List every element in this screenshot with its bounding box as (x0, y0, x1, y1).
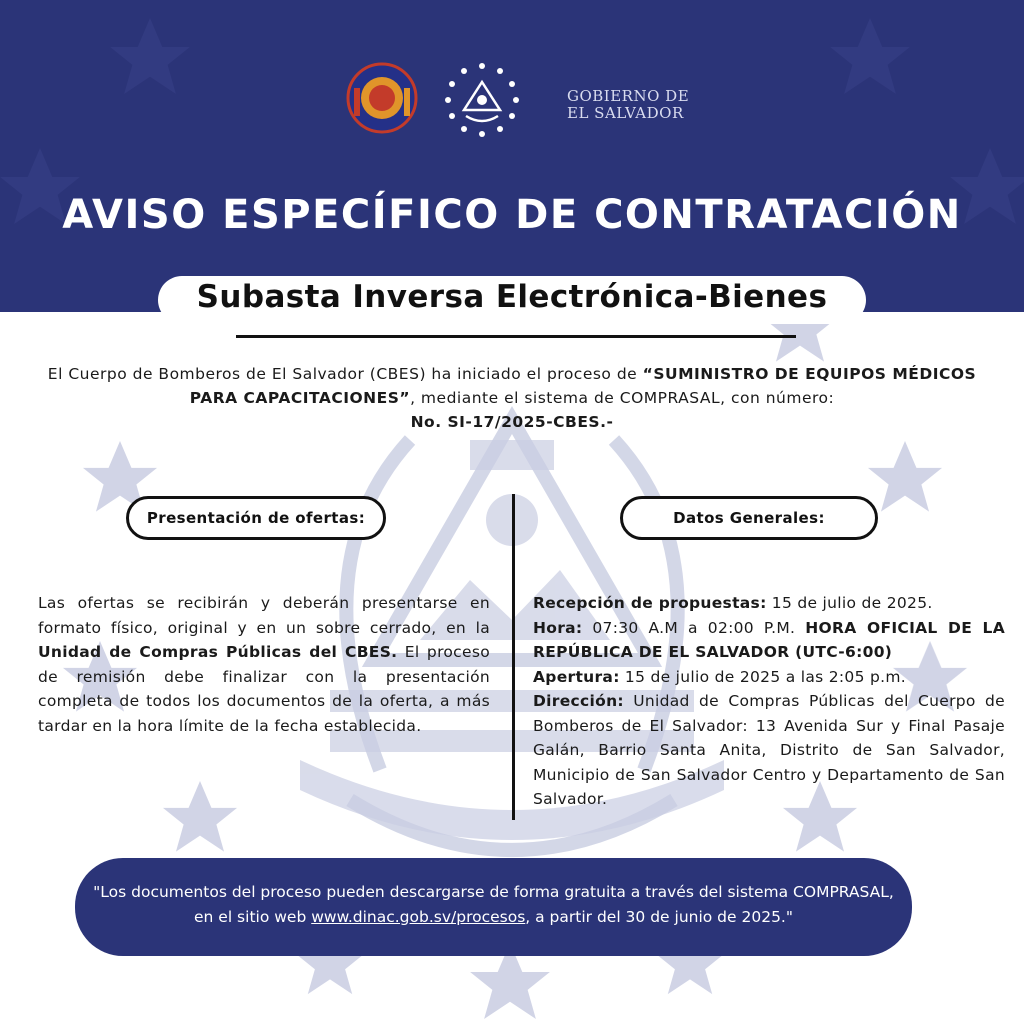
intro-paragraph (40, 362, 984, 434)
presentacion-paragraph (38, 591, 490, 738)
bomberos-seal-icon (348, 64, 416, 132)
presentacion-unidad: Unidad de Compras Públicas del CBES. (38, 643, 398, 661)
processes-link[interactable]: www.dinac.gob.sv/procesos (311, 907, 526, 926)
hora-line (533, 616, 1005, 665)
direccion-label: Dirección: (533, 692, 624, 710)
footer-text-2: , a partir del 30 de junio de 2025." (525, 907, 793, 926)
footer-note (85, 880, 902, 929)
apertura-value: 15 de julio de 2025 a las 2:05 p.m. (619, 667, 906, 686)
intro-text-1: El Cuerpo de Bomberos de El Salvador (CBES) ha iniciado el proceso de (47, 365, 643, 383)
recepcion-line (533, 591, 1005, 616)
subtitle: Subasta Inversa Electrónica-Bienes (196, 279, 828, 315)
presentacion-text-2: El proceso de remisión debe finalizar con la presentación completa de todos los documentos de la oferta, a más tardar en la hora límite de la fecha establecida. (38, 643, 490, 735)
datos-generales (533, 591, 1005, 812)
hora-label: Hora: (533, 618, 583, 637)
apertura-line (533, 665, 1005, 690)
el-salvador-coat-of-arms-icon (445, 63, 519, 137)
page-title: AVISO ESPECÍFICO DE CONTRATACIÓN (62, 192, 962, 238)
intro-text-2: , mediante el sistema de COMPRASAL, con número: (410, 389, 835, 407)
recepcion-label: Recepción de propuestas: (533, 594, 767, 612)
footer-text-1: "Los documentos del proceso pueden descargarse de forma gratuita a través del sistema COMPRASAL, en el sitio web (93, 883, 894, 926)
subtitle-underline (236, 335, 796, 338)
presentacion-text-1: Las ofertas se recibirán y deberán presentarse en formato físico, original y en un sobre cerrado, en la (38, 594, 490, 637)
column-divider (512, 494, 515, 820)
government-wordmark (567, 88, 689, 122)
process-number: No. SI-17/2025-CBES.- (410, 413, 614, 431)
apertura-label: Apertura: (533, 667, 620, 686)
gov-line-2: EL SALVADOR (567, 104, 684, 122)
gov-line-1: GOBIERNO DE (567, 87, 690, 105)
direccion-value: Unidad de Compras Públicas del Cuerpo de Bomberos de El Salvador: 13 Avenida Sur y Final Pasaje Galán, Barrio Santa Anita, Distrito de San Salvador, Municipio de San Salvador Centro y Departamento de San Salvador. (533, 692, 1005, 808)
hora-value: 07:30 A.M a 02:00 P.M. (582, 618, 806, 637)
hora-oficial: HORA OFICIAL DE LA REPÚBLICA DE EL SALVADOR (UTC-6:00) (533, 618, 1006, 661)
section-heading-presentacion: Presentación de ofertas: (126, 496, 386, 540)
recepcion-value: 15 de julio de 2025. (766, 594, 933, 612)
direccion-line (533, 689, 1005, 812)
section-heading-datos: Datos Generales: (620, 496, 878, 540)
intro-process-name: “SUMINISTRO DE EQUIPOS MÉDICOS PARA CAPACITACIONES” (189, 365, 977, 407)
